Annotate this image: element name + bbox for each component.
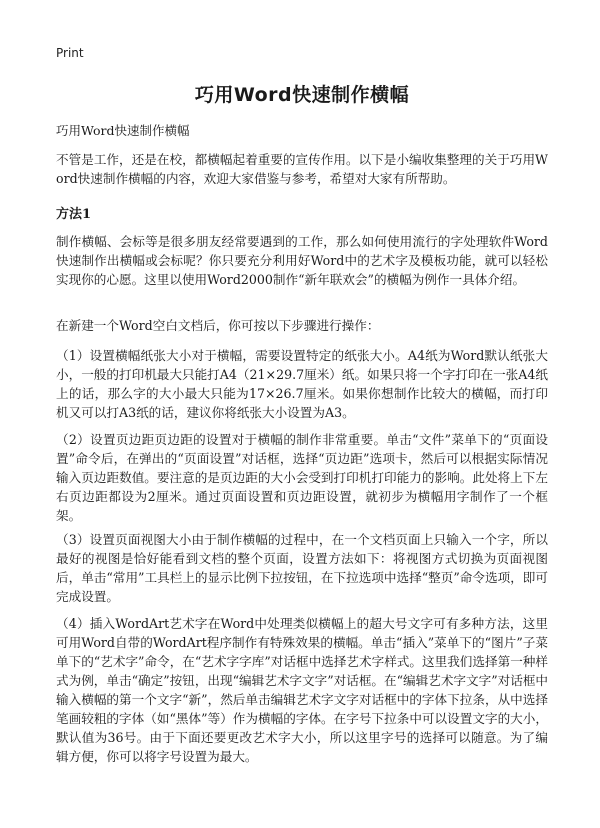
paragraph-overview: 制作横幅、会标等是很多朋友经常要遇到的工作，那么如何使用流行的字处理软件Word快速制作出横幅或会标呢？你只要充分利用好Word中的艺术字及模板功能，就可以轻松实现你的心愿。这里以使用Word2000制作“新年联欢会”的横幅为例作一具体介绍。 <box>56 234 548 287</box>
paragraph-steps-intro: 在新建一个Word空白文档后，你可按以下步骤进行操作： <box>56 318 380 333</box>
paragraph-step-1: （1）设置横幅纸张大小对于横幅，需要设置特定的纸张大小。A4纸为Word默认纸张大小，一般的打印机最大只能打A4（21×29.7厘米）纸。如果只将一个字打印在一张A4纸上的话，那么字的大小最大只能为17×26.7厘米。如果你想制作比较大的横幅，而打印机又可以打A3纸的话，建议你将纸张大小设置为A3。 <box>56 348 548 420</box>
method-heading: 方法1 <box>56 207 92 222</box>
paragraph-step-4: （4）插入WordArt艺术字在Word中处理类似横幅上的超大号文字可有多种方法，这里可用Word自带的WordArt程序制作有特殊效果的横幅。单击“插入”菜单下的“图片”子菜单下的“艺术字”命令，在“艺术字字库”对话框中选择艺术字样式。这里我们选择第一种样式为例，单击“确定”按钮，出现“编辑艺术字文字”对话框。在“编辑艺术字文字”对话框中输入横幅的第一个文字“新”，然后单击编辑艺术字文字对话框中的字体下拉条，从中选择笔画较粗的字体（如“黑体”等）作为横幅的字体。在字号下拉条中可以设置文字的大小，默认值为36号。由于下面还要更改艺术字大小，所以这里字号的选择可以随意。为了编辑方便，你可以将字号设置为最大。 <box>56 616 549 764</box>
paragraph-step-3: （3）设置页面视图大小由于制作横幅的过程中，在一个文档页面上只输入一个字，所以最好的视图是恰好能看到文档的整个页面，设置方法如下：将视图方式切换为页面视图后，单击“常用”工具栏上的显示比例下拉按钮，在下拉选项中选择“整页”命令选项，即可完成设置。 <box>56 532 548 604</box>
page-title: 巧用Word快速制作横幅 <box>194 84 410 106</box>
subtitle: 巧用Word快速制作横幅 <box>56 123 190 138</box>
print-label: Print <box>56 46 84 60</box>
paragraph-step-2: （2）设置页边距页边距的设置对于横幅的制作非常重要。单击“文件”菜单下的“页面设置”命令后，在弹出的“页面设置”对话框，选择“页边距”选项卡，然后可以根据实际情况输入页边距数值。要注意的是页边距的大小会受到打印机打印能力的影响。此处将上下左右页边距都设为2厘米。通过页面设置和页边距设置，就初步为横幅用字制作了一个框架。 <box>56 432 548 523</box>
intro-paragraph: 不管是工作，还是在校，都横幅起着重要的宣传作用。以下是小编收集整理的关于巧用Word快速制作横幅的内容，欢迎大家借鉴与参考，希望对大家有所帮助。 <box>56 152 548 186</box>
